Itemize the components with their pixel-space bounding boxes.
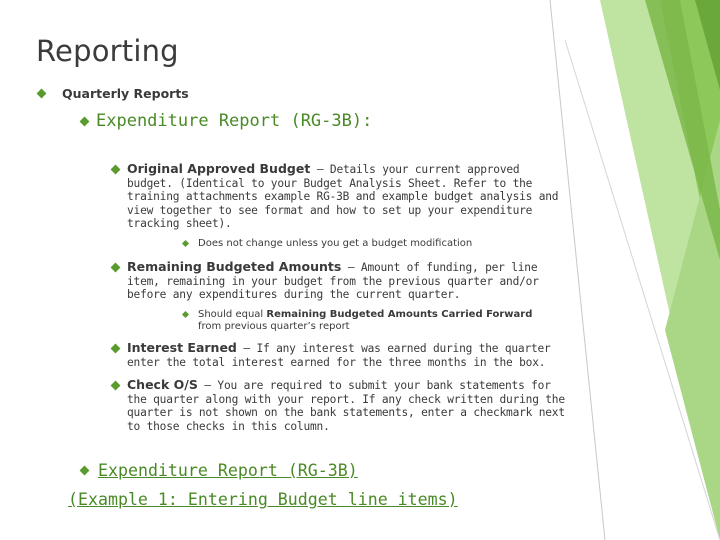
sub-note-suffix: from previous quarter’s report bbox=[198, 320, 350, 332]
item-term: Original Approved Budget bbox=[127, 161, 311, 176]
diamond-bullet-icon bbox=[111, 381, 121, 391]
diamond-bullet-icon bbox=[182, 240, 189, 247]
diamond-bullet-icon bbox=[37, 89, 47, 99]
diamond-bullet-icon bbox=[182, 311, 189, 318]
item-text: – Details your current approved budget. (Identical to your Budget Analysis Sheet. Refer to the training attachments example RG-3B and example budget analysis and view together to see format and how to set up your expenditure tracking sheet). bbox=[127, 163, 559, 231]
item-term: Remaining Budgeted Amounts bbox=[127, 259, 342, 274]
list-item bbox=[127, 378, 567, 433]
list-item bbox=[127, 341, 567, 369]
item-text: – You are required to submit your bank statements for the quarter along with your report. If any check written during the quarter is not shown on the bank statements, enter a checkmark next to those checks in this column. bbox=[127, 379, 565, 433]
diamond-bullet-icon bbox=[111, 344, 121, 354]
item-text: – Amount of funding, per line item, remaining in your budget from the previous quarter and/or before any expenditures during the current quarter. bbox=[127, 261, 539, 302]
diamond-bullet-icon bbox=[80, 466, 90, 476]
diamond-bullet-icon bbox=[80, 117, 90, 127]
diamond-bullet-icon bbox=[111, 263, 121, 273]
list-item bbox=[127, 162, 567, 231]
sub-note: Does not change unless you get a budget modification bbox=[198, 238, 473, 249]
item-text: – If any interest was earned during the quarter enter the total interest earned for the three months in the box. bbox=[127, 342, 551, 369]
slide-title: Reporting bbox=[36, 34, 179, 68]
example-link[interactable]: (Example 1: Entering Budget line items) bbox=[68, 490, 458, 509]
sub-note-prefix: Should equal bbox=[198, 309, 267, 320]
subheading: Quarterly Reports bbox=[62, 86, 189, 101]
diamond-bullet-icon bbox=[111, 165, 121, 175]
sub-note-bold: Remaining Budgeted Amounts Carried Forward bbox=[266, 309, 533, 320]
item-term: Interest Earned bbox=[127, 340, 237, 355]
expenditure-report-link[interactable]: Expenditure Report (RG-3B) bbox=[98, 461, 358, 480]
item-term: Check O/S bbox=[127, 377, 198, 392]
decorative-green-facets bbox=[545, 0, 720, 540]
list-item bbox=[127, 260, 567, 302]
section-heading: Expenditure Report (RG-3B): bbox=[96, 111, 373, 131]
sub-note bbox=[198, 309, 538, 332]
